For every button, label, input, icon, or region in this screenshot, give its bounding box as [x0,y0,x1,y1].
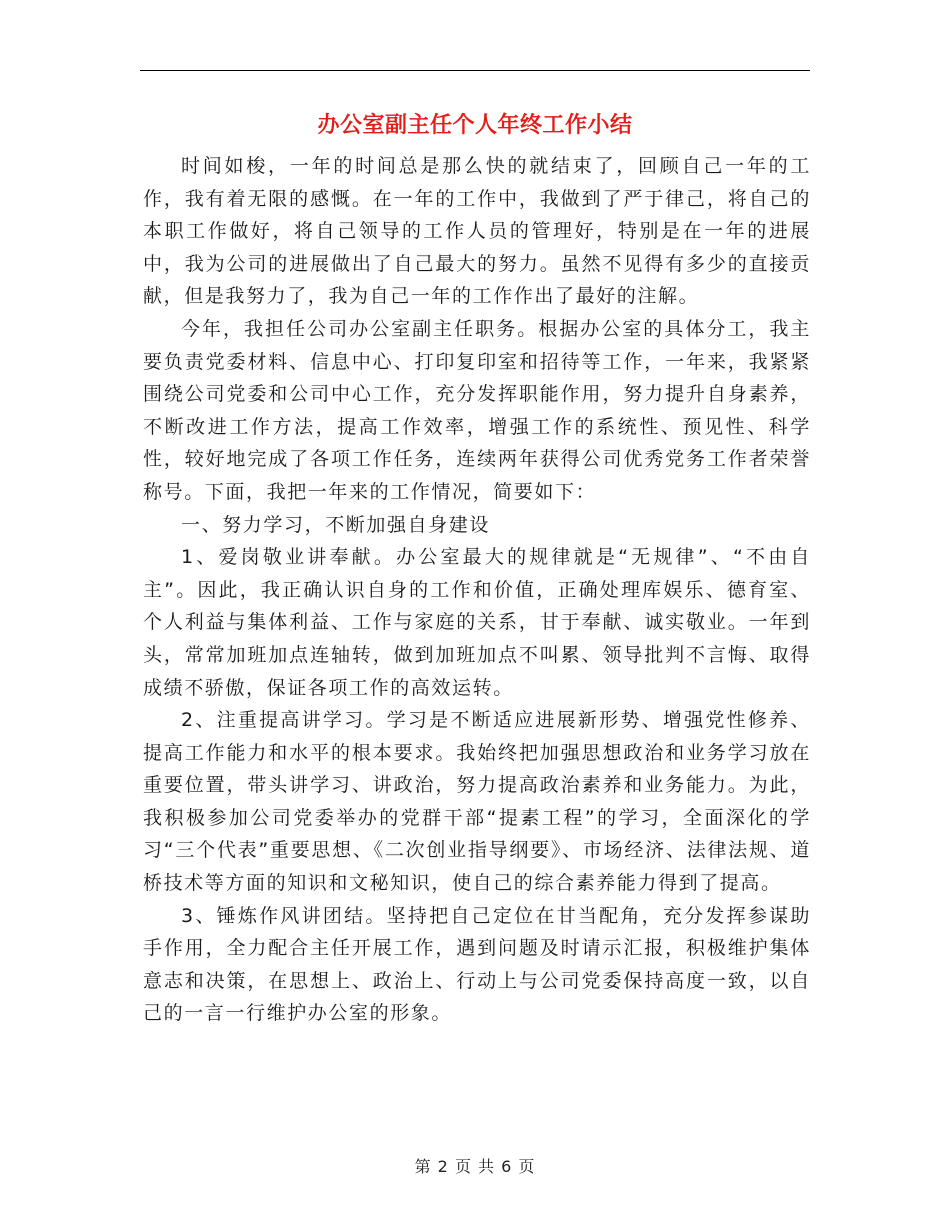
paragraph-intro: 时间如梭，一年的时间总是那么快的就结束了，回顾自己一年的工作，我有着无限的感慨。在一年的工作中，我做到了严于律己，将自己的本职工作做好，将自己领导的工作人员的管理好，特别是在一年的进展中，我为公司的进展做出了自己最大的努力。虽然不见得有多少的直接贡献，但是我努力了，我为自己一年的工作作出了最好的注解。 [143,155,811,308]
page-number: 第 2 页 共 6 页 [414,1157,536,1176]
header-rule [140,70,810,71]
document-body [143,150,811,1030]
paragraph-duties: 今年，我担任公司办公室副主任职务。根据办公室的具体分工，我主要负责党委材料、信息中心、打印复印室和招待等工作，一年来，我紧紧围绕公司党委和公司中心工作，充分发挥职能作用，努力提升自身素养，不断改进工作方法，提高工作效率，增强工作的系统性、预见性、科学性，较好地完成了各项工作任务，连续两年获得公司优秀党务工作者荣誉称号。下面，我把一年来的工作情况，简要如下： [143,317,811,503]
paragraph-item-2: 2、注重提高讲学习。学习是不断适应进展新形势、增强党性修养、提高工作能力和水平的根本要求。我始终把加强思想政治和业务学习放在重要位置，带头讲学习、讲政治，努力提高政治素养和业务能力。为此，我积极参加公司党委举办的党群干部“提素工程”的学习，全面深化的学习“三个代表”重要思想、《二次创业指导纲要》、市场经济、法律法规、道桥技术等方面的知识和文秘知识，使自己的综合素养能力得到了提高。 [143,709,811,895]
paragraph-item-3: 3、锤炼作风讲团结。坚持把自己定位在甘当配角，充分发挥参谋助手作用，全力配合主任开展工作，遇到问题及时请示汇报，积极维护集体意志和决策，在思想上、政治上、行动上与公司党委保持高度一致，以自己的一言一行维护办公室的形象。 [143,904,811,1025]
paragraph-item-1: 1、爱岗敬业讲奉献。办公室最大的规律就是“无规律”、“不由自主”。因此，我正确认识自身的工作和价值，正确处理库娱乐、德育室、个人利益与集体利益、工作与家庭的关系，甘于奉献、诚实敬业。一年到头，常常加班加点连轴转，做到加班加点不叫累、领导批判不言悔、取得成绩不骄傲，保证各项工作的高效运转。 [143,546,811,699]
section-heading-1: 一、努力学习，不断加强自身建设 [181,513,491,536]
document-title: 办公室副主任个人年终工作小结 [317,113,633,138]
